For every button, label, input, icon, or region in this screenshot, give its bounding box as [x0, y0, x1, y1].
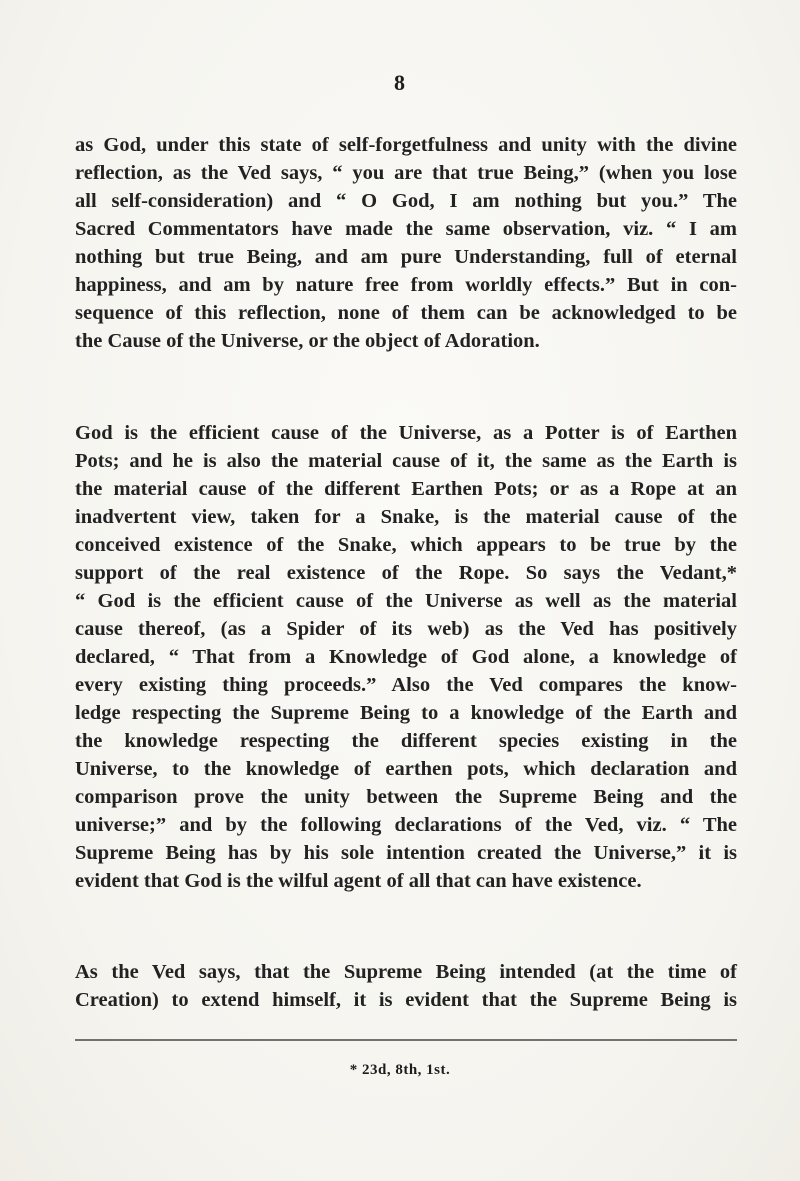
text-line: inadvertent view, taken for a Snake, is the material cause of the [75, 506, 737, 528]
text-line: Universe, to the knowledge of earthen pots, which declaration and [75, 758, 737, 780]
text-line: universe;” and by the following declarations of the Ved, viz. “ The [75, 814, 737, 836]
text-line: Supreme Being has by his sole intention created the Universe,” it is [75, 842, 737, 864]
text-line: Pots; and he is also the material cause of it, the same as the Earth is [75, 450, 737, 472]
paragraph-3 [75, 958, 737, 1014]
text-line: the Cause of the Universe, or the object of Adoration. [75, 330, 540, 352]
text-line: the material cause of the different Earthen Pots; or as a Rope at an [75, 478, 737, 500]
text-line: happiness, and am by nature free from worldly effects.” But in con- [75, 274, 737, 296]
text-line: Creation) to extend himself, it is evident that the Supreme Being is [75, 989, 737, 1011]
text-line: cause thereof, (as a Spider of its web) as the Ved has positively [75, 618, 737, 640]
text-line: as God, under this state of self-forgetfulness and unity with the divine [75, 134, 737, 156]
text-line: reflection, as the Ved says, “ you are that true Being,” (when you lose [75, 162, 737, 184]
text-line: Sacred Commentators have made the same observation, viz. “ I am [75, 218, 737, 240]
footnote: * 23d, 8th, 1st. [349, 1062, 451, 1078]
text-line: ledge respecting the Supreme Being to a knowledge of the Earth and [75, 702, 737, 724]
paragraph-2 [75, 419, 737, 895]
text-line: all self-consideration) and “ O God, I am nothing but you.” The [75, 190, 737, 212]
text-line: nothing but true Being, and am pure Understanding, full of eternal [75, 246, 737, 268]
text-line: God is the efficient cause of the Universe, as a Potter is of Earthen [75, 422, 737, 444]
text-line: evident that God is the wilful agent of all that can have existence. [75, 870, 642, 892]
text-line: the knowledge respecting the different species existing in the [75, 730, 737, 752]
footnote-divider [75, 1039, 737, 1041]
text-line: comparison prove the unity between the Supreme Being and the [75, 786, 737, 808]
text-line: conceived existence of the Snake, which appears to be true by the [75, 534, 737, 556]
page-number: 8 [394, 70, 406, 95]
paragraph-1 [75, 131, 737, 355]
text-line: “ God is the efficient cause of the Universe as well as the material [75, 590, 737, 612]
text-line: As the Ved says, that the Supreme Being intended (at the time of [75, 961, 737, 983]
text-line: declared, “ That from a Knowledge of God alone, a knowledge of [75, 646, 737, 668]
text-line: every existing thing proceeds.” Also the Ved compares the know- [75, 674, 737, 696]
text-line: support of the real existence of the Rope. So says the Vedant,* [75, 562, 737, 584]
text-line: sequence of this reflection, none of them can be acknowledged to be [75, 302, 737, 324]
